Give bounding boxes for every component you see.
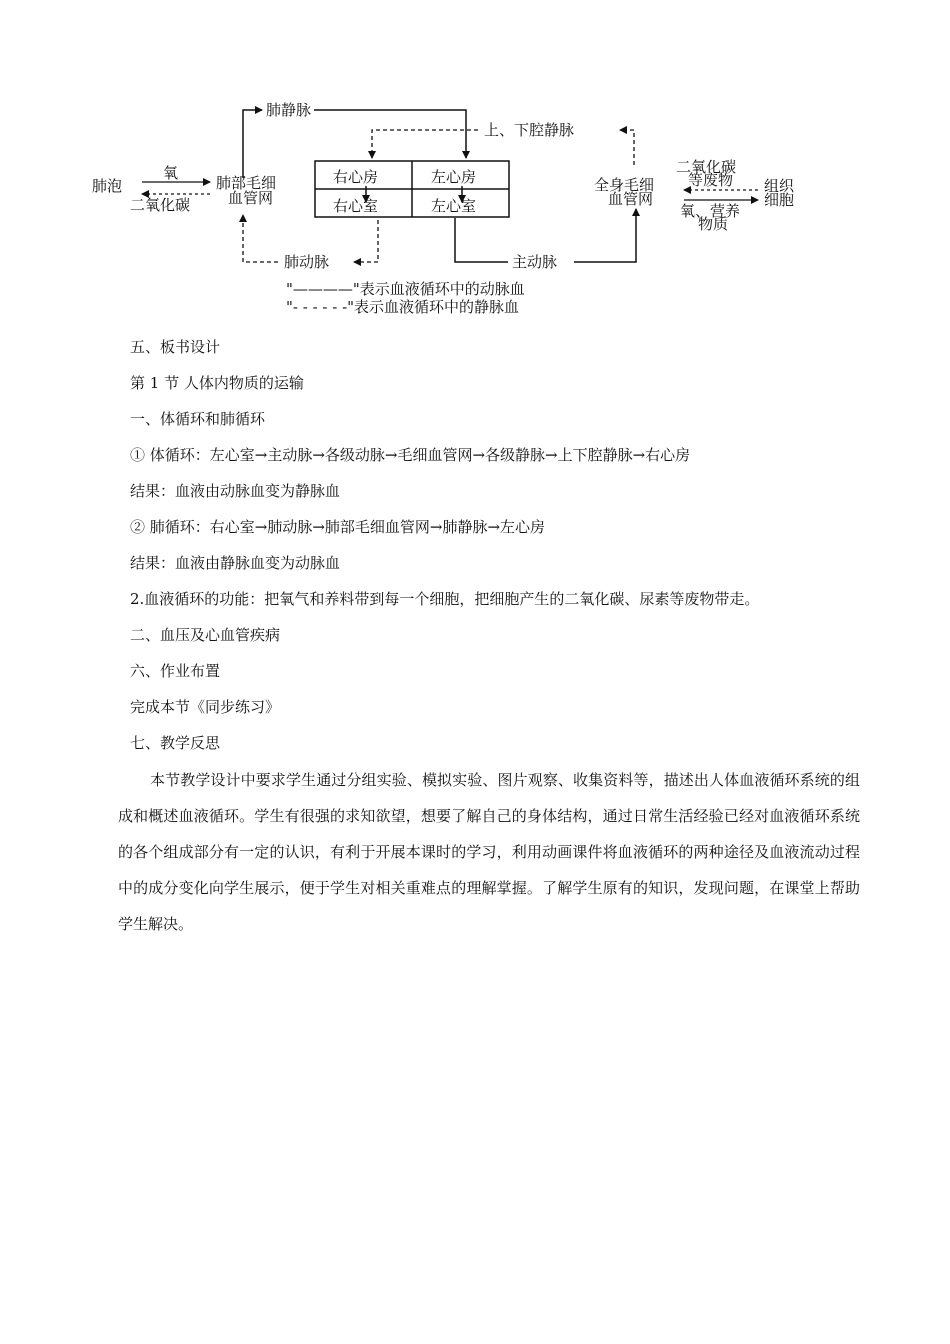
homework-text: 完成本节《同步练习》: [130, 698, 281, 716]
reflection-paragraph: 本节教学设计中要求学生通过分组实验、模拟实验、图片观察、收集资料等，描述出人体血液循环系统的组成和概述血液循环。学生有很强的求知欲望，想要了解自己的身体结构，通过日常生活经验已经对血液循环系统的各个组成部分有一定的认识，有利于开展本课时的学习，利用动画课件将血液循环的两种途径及血液流动过程中的成分变化向学生展示，便于学生对相关重难点的理解掌握。了解学生原有的知识，发现问题，在课堂上帮助学生解决。: [118, 771, 860, 933]
lung-capillary-label-2: 血管网: [228, 189, 274, 207]
body-capillary-label-2: 血管网: [608, 190, 654, 208]
aorta-line: [455, 218, 508, 262]
legend-solid-arterial: "————"表示血液循环中的动脉血: [286, 280, 525, 298]
lung-capillary-label-1: 肺部毛细: [216, 174, 277, 192]
legend-dashed-venous: "- - - - - -"表示血液循环中的静脉血: [286, 298, 520, 316]
board-design-heading: 五、板书设计: [130, 338, 221, 356]
body-capillary-label-1: 全身毛细: [594, 176, 655, 194]
vena-cava-dashed-line: [620, 130, 634, 165]
circulation-function: 2.血液循环的功能：把氧气和养料带到每一个细胞，把细胞产生的二氧化碳、尿素等废物带走。: [130, 590, 760, 608]
pulmonary-vein-label: 肺静脉: [266, 101, 312, 119]
right-atrium-label: 右心房: [333, 168, 379, 186]
co2-label: 二氧化碳: [130, 196, 191, 214]
homework-heading: 六、作业布置: [130, 662, 221, 680]
right-ventricle-label: 右心室: [333, 197, 379, 215]
pulmonary-artery-to-lung-line: [243, 215, 278, 262]
reflection-heading: 七、教学反思: [130, 734, 221, 752]
alveoli-label: 肺泡: [92, 177, 123, 195]
left-atrium-label: 左心房: [431, 168, 477, 186]
vena-cava-label: 上、下腔静脉: [484, 121, 575, 139]
nutrient-label-2: 物质: [698, 215, 729, 233]
pulmonary-result: 结果：血液由静脉血变为动脉血: [130, 554, 341, 572]
pulmonary-artery-dashed-line: [354, 220, 378, 262]
waste-label-1: 二氧化碳: [676, 158, 737, 176]
pulmonary-vein-arrow-up: [243, 110, 262, 178]
aorta-to-body-arrow: [574, 209, 636, 262]
blood-circulation-diagram: [0, 0, 950, 330]
tissue-cell-label-2: 细胞: [764, 191, 795, 209]
vena-cava-to-right-atrium-line: [372, 130, 478, 158]
waste-label-2: 等废物: [688, 171, 734, 189]
subheading-circulation: 一、体循环和肺循环: [130, 410, 266, 428]
subheading-blood-pressure: 二、血压及心血管疾病: [130, 626, 281, 644]
systemic-result: 结果：血液由动脉血变为静脉血: [130, 482, 341, 500]
pulmonary-vein-to-left-atrium-line: [314, 110, 466, 158]
tissue-cell-label-1: 组织: [764, 177, 795, 195]
systemic-circulation: ① 体循环：左心室→主动脉→各级动脉→毛细血管网→各级静脉→上下腔静脉→右心房: [130, 446, 691, 464]
nutrient-label-1: 氧、营养: [680, 202, 741, 220]
section-title: 第 1 节 人体内物质的运输: [130, 374, 304, 392]
oxygen-label: 氧: [163, 164, 179, 182]
left-ventricle-label: 左心室: [431, 197, 477, 215]
aorta-label: 主动脉: [512, 253, 558, 271]
pulmonary-circulation: ② 肺循环：右心室→肺动脉→肺部毛细血管网→肺静脉→左心房: [130, 518, 546, 536]
pulmonary-artery-label: 肺动脉: [284, 253, 330, 271]
